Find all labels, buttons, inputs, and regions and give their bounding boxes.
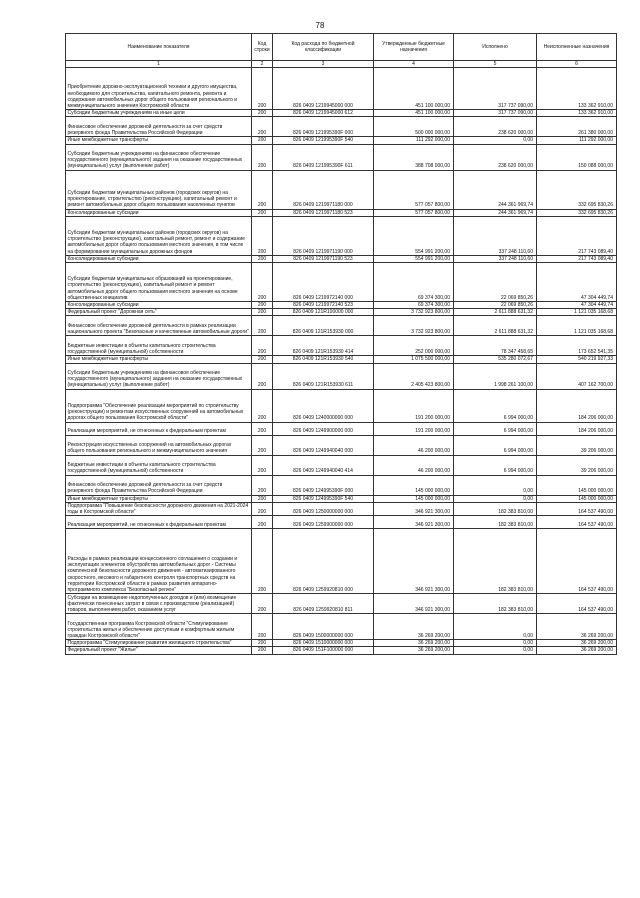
table-row: [66, 68, 617, 110]
row-remaining-amount: 145 000 000,00: [537, 475, 617, 495]
row-budget-code: 826 0409 1219945000 612: [273, 110, 374, 117]
row-budget-code: 826 0409 1219972140 523: [273, 302, 374, 309]
row-executed-amount: 317 737 090,00: [454, 110, 537, 117]
row-approved-amount: 2 405 423 800,00: [374, 363, 454, 389]
row-approved-amount: 346 921 300,00: [374, 516, 454, 529]
table-row: [66, 475, 617, 495]
table-row: [66, 389, 617, 422]
table-row: [66, 529, 617, 594]
table-row: [66, 614, 617, 640]
row-budget-code: 826 0409 1259920810 811: [273, 594, 374, 614]
row-budget-code: 826 0409 1259920810 000: [273, 529, 374, 594]
row-remaining-amount: 164 537 490,00: [537, 594, 617, 614]
row-budget-code: 826 0409 121R153930 611: [273, 363, 374, 389]
row-indicator-name: Иные межбюджетные трансферты: [66, 495, 252, 502]
row-indicator-name: Субсидии бюджетам муниципальных районов (городских округов) на проектирование, строительство (реконструкцию), капитальный ремонт и ремонт автомобильных дорог общего пользования населенных пунктов: [66, 170, 252, 209]
row-indicator-name: Федеральный проект "Дорожная сеть": [66, 309, 252, 316]
header-executed: Исполнено: [454, 34, 537, 61]
row-executed-amount: 182 383 810,00: [454, 594, 537, 614]
table-row: [66, 110, 617, 117]
row-line-code: 200: [252, 209, 273, 216]
row-approved-amount: 36 269 200,00: [374, 640, 454, 647]
row-approved-amount: 3 732 923 800,00: [374, 309, 454, 316]
row-budget-code: 826 0409 151F100000 000: [273, 647, 374, 654]
row-executed-amount: 317 737 090,00: [454, 68, 537, 110]
row-budget-code: 826 0409 1219971180 523: [273, 209, 374, 216]
row-budget-code: 826 0409 121R153930 540: [273, 356, 374, 363]
header-budget-code: Код расхода по бюджетной классификации: [273, 34, 374, 61]
table-row: [66, 594, 617, 614]
row-executed-amount: 6 994 000,00: [454, 455, 537, 475]
row-executed-amount: 22 069 850,26: [454, 302, 537, 309]
header-line-code: Код строки: [252, 34, 273, 61]
row-indicator-name: Иные межбюджетные трансферты: [66, 137, 252, 144]
row-indicator-name: Бюджетные инвестиции в объекты капитального строительства государственной (муниципальной) собственности: [66, 336, 252, 356]
row-indicator-name: Субсидии бюджетным учреждениям на иные цели: [66, 110, 252, 117]
page-number: 78: [315, 21, 325, 30]
row-remaining-amount: 111 292 000,00: [537, 137, 617, 144]
row-remaining-amount: 133 362 910,00: [537, 110, 617, 117]
row-indicator-name: Субсидии на возмещение недополученных доходов и (или) возмещение фактически понесенных затрат в связи с производством (реализацией) товаров, выполнением работ, оказанием услуг: [66, 594, 252, 614]
row-line-code: 200: [252, 255, 273, 262]
row-remaining-amount: 36 269 200,00: [537, 614, 617, 640]
row-approved-amount: 554 991 200,00: [374, 255, 454, 262]
row-budget-code: 826 0409 1219972140 000: [273, 263, 374, 302]
row-approved-amount: 346 921 300,00: [374, 594, 454, 614]
row-budget-code: 826 0409 121995390F 611: [273, 144, 374, 170]
row-indicator-name: Федеральный проект "Жилье": [66, 647, 252, 654]
row-executed-amount: 78 347 458,65: [454, 336, 537, 356]
row-executed-amount: 2 611 888 631,32: [454, 309, 537, 316]
row-approved-amount: 346 921 300,00: [374, 529, 454, 594]
row-budget-code: 826 0409 121R153930 000: [273, 316, 374, 336]
row-indicator-name: Государственная программа Костромской области "Стимулирование строительства жилья и обеспечение доступным и комфортным жильем граждан Костромской области": [66, 614, 252, 640]
table-row: [66, 137, 617, 144]
row-approved-amount: 191 200 000,00: [374, 389, 454, 422]
row-executed-amount: 2 611 888 631,32: [454, 316, 537, 336]
row-line-code: 200: [252, 647, 273, 654]
row-executed-amount: 0,00: [454, 614, 537, 640]
row-approved-amount: 3 732 923 800,00: [374, 316, 454, 336]
table-body: [66, 68, 617, 654]
row-approved-amount: 36 269 200,00: [374, 614, 454, 640]
row-indicator-name: Подпрограмма "Обеспечение реализации мероприятий по строительству (реконструкции) и ремонтам искусственных сооружений на автомобильных дорогах общего пользования Костромской области": [66, 389, 252, 422]
row-approved-amount: 46 200 000,00: [374, 455, 454, 475]
row-executed-amount: 0,00: [454, 475, 537, 495]
row-budget-code: 826 0409 1510000000 000: [273, 640, 374, 647]
row-line-code: 200: [252, 422, 273, 435]
table-row: [66, 255, 617, 262]
row-executed-amount: 238 620 000,00: [454, 144, 537, 170]
row-executed-amount: 337 248 110,60: [454, 216, 537, 255]
row-indicator-name: Подпрограмма "Повышение безопасности дорожного движения на 2021-2024 годы в Костромской области": [66, 502, 252, 515]
row-remaining-amount: 407 162 700,00: [537, 363, 617, 389]
row-budget-code: 826 0409 1500000000 000: [273, 614, 374, 640]
row-line-code: 200: [252, 309, 273, 316]
row-approved-amount: 451 100 000,00: [374, 110, 454, 117]
row-remaining-amount: 217 743 089,40: [537, 255, 617, 262]
row-approved-amount: 145 000 000,00: [374, 475, 454, 495]
row-budget-code: 826 0409 121R153930 414: [273, 336, 374, 356]
row-line-code: 200: [252, 263, 273, 302]
row-remaining-amount: 173 652 541,35: [537, 336, 617, 356]
row-approved-amount: 46 200 000,00: [374, 435, 454, 455]
row-approved-amount: 36 269 200,00: [374, 647, 454, 654]
row-approved-amount: 577 057 800,00: [374, 209, 454, 216]
row-line-code: 200: [252, 216, 273, 255]
row-executed-amount: 238 620 000,00: [454, 117, 537, 137]
table-row: [66, 170, 617, 209]
row-remaining-amount: 217 743 089,40: [537, 216, 617, 255]
table-row: [66, 309, 617, 316]
row-budget-code: 826 0409 124995390F 540: [273, 495, 374, 502]
row-approved-amount: 500 000 000,00: [374, 117, 454, 137]
row-approved-amount: 145 000 000,00: [374, 495, 454, 502]
row-executed-amount: 244 361 969,74: [454, 209, 537, 216]
row-line-code: 200: [252, 110, 273, 117]
row-executed-amount: 1 998 261 100,00: [454, 363, 537, 389]
row-approved-amount: 191 200 000,00: [374, 422, 454, 435]
row-line-code: 200: [252, 170, 273, 209]
row-budget-code: 826 0409 121R100000 000: [273, 309, 374, 316]
row-remaining-amount: 1 121 035 168,68: [537, 316, 617, 336]
table-row: [66, 422, 617, 435]
row-indicator-name: Субсидии бюджетным учреждениям на финансовое обеспечение государственного (муниципального) задания на оказание государственных (муниципальных) услуг (выполнение работ): [66, 144, 252, 170]
row-budget-code: 826 0409 1250000000 000: [273, 502, 374, 515]
row-indicator-name: Иные межбюджетные трансферты: [66, 356, 252, 363]
row-remaining-amount: 133 362 910,00: [537, 68, 617, 110]
row-executed-amount: 22 069 850,26: [454, 263, 537, 302]
row-line-code: 200: [252, 495, 273, 502]
row-executed-amount: 337 248 110,60: [454, 255, 537, 262]
budget-execution-table: [65, 33, 617, 655]
table-row: [66, 640, 617, 647]
table-row: [66, 216, 617, 255]
row-executed-amount: 0,00: [454, 495, 537, 502]
row-indicator-name: Консолидированные субсидии: [66, 302, 252, 309]
row-remaining-amount: 332 695 830,26: [537, 170, 617, 209]
table-row: [66, 209, 617, 216]
column-index: 3: [273, 61, 374, 68]
row-approved-amount: 69 374 300,00: [374, 263, 454, 302]
row-line-code: 200: [252, 516, 273, 529]
row-approved-amount: 388 708 000,00: [374, 144, 454, 170]
header-indicator-name: Наименование показателя: [66, 34, 252, 61]
row-line-code: 200: [252, 475, 273, 495]
row-budget-code: 826 0409 121995390F 000: [273, 117, 374, 137]
column-index-row: [66, 61, 617, 68]
row-line-code: 200: [252, 356, 273, 363]
row-line-code: 200: [252, 502, 273, 515]
row-remaining-amount: 36 269 200,00: [537, 640, 617, 647]
row-approved-amount: 577 057 800,00: [374, 170, 454, 209]
row-remaining-amount: 261 380 000,00: [537, 117, 617, 137]
row-remaining-amount: 150 088 000,00: [537, 144, 617, 170]
row-budget-code: 826 0409 124995390F 000: [273, 475, 374, 495]
row-line-code: 200: [252, 137, 273, 144]
table-row: [66, 316, 617, 336]
row-indicator-name: Подпрограмма "Стимулирование развития жилищного строительства": [66, 640, 252, 647]
row-remaining-amount: 164 537 490,00: [537, 516, 617, 529]
row-remaining-amount: 145 000 000,00: [537, 495, 617, 502]
row-remaining-amount: 184 206 000,00: [537, 422, 617, 435]
row-executed-amount: 182 383 810,00: [454, 529, 537, 594]
row-remaining-amount: 47 304 449,74: [537, 263, 617, 302]
row-executed-amount: 182 383 810,00: [454, 516, 537, 529]
row-approved-amount: 554 991 200,00: [374, 216, 454, 255]
row-executed-amount: 0,00: [454, 647, 537, 654]
row-indicator-name: Субсидии бюджетным учреждениям на финансовое обеспечение государственного (муниципального) задания на оказание государственных (муниципальных) услуг (выполнение работ): [66, 363, 252, 389]
header-approved: Утвержденные бюджетные назначения: [374, 34, 454, 61]
row-indicator-name: Субсидии бюджетам муниципальных образований на проектирование, строительство (реконструкцию), капитальный ремонт и ремонт автомобильных дорог общего пользования местного значения на основе общественных инициатив: [66, 263, 252, 302]
row-approved-amount: 451 100 000,00: [374, 68, 454, 110]
table-row: [66, 302, 617, 309]
row-budget-code: 826 0409 1219971190 000: [273, 216, 374, 255]
row-line-code: 200: [252, 68, 273, 110]
row-remaining-amount: 39 206 000,00: [537, 435, 617, 455]
row-budget-code: 826 0409 1219971180 000: [273, 170, 374, 209]
row-executed-amount: 6 994 000,00: [454, 422, 537, 435]
table-row: [66, 455, 617, 475]
row-line-code: 200: [252, 529, 273, 594]
row-line-code: 200: [252, 302, 273, 309]
row-budget-code: 826 0409 1240000000 000: [273, 389, 374, 422]
row-remaining-amount: 1 121 035 168,68: [537, 309, 617, 316]
row-budget-code: 826 0409 1249940040 414: [273, 455, 374, 475]
row-budget-code: 826 0409 1219971190 523: [273, 255, 374, 262]
row-line-code: 200: [252, 435, 273, 455]
table-row: [66, 117, 617, 137]
table-row: [66, 144, 617, 170]
row-approved-amount: 111 292 000,00: [374, 137, 454, 144]
row-indicator-name: Субсидии бюджетам муниципальных районов (городских округов) на строительство (реконструкцию), капитальный ремонт, ремонт и содержание автомобильных дорог общего пользования местного значения, в том числе на формирование муниципальных дорожных фондов: [66, 216, 252, 255]
row-remaining-amount: 164 537 490,00: [537, 529, 617, 594]
row-executed-amount: 535 280 072,67: [454, 356, 537, 363]
row-indicator-name: Бюджетные инвестиции в объекты капитального строительства государственной (муниципальной) собственности: [66, 455, 252, 475]
column-index: 2: [252, 61, 273, 68]
table-row: [66, 435, 617, 455]
row-indicator-name: Расходы в рамках реализации концессионного соглашения о создании и эксплуатации элементов обустройства автомобильных дорог - Системы комплексной безопасности дорожного движения - автоматизированного скоростного, весового и габаритного контроля транспортных средств на территории Костромской области в рамках развития аппаратно-программного комплекса "Безопасный регион": [66, 529, 252, 594]
row-line-code: 200: [252, 363, 273, 389]
row-indicator-name: Реализация мероприятий, не отнесенных к федеральным проектам: [66, 422, 252, 435]
row-line-code: 200: [252, 389, 273, 422]
row-indicator-name: Реконструкция искусственных сооружений на автомобильных дорогах общего пользования регионального и межмуниципального значения: [66, 435, 252, 455]
row-executed-amount: 244 361 969,74: [454, 170, 537, 209]
row-indicator-name: Приобретение дорожно-эксплуатационной техники и другого имущества, необходимого для строительства, капитального ремонта, ремонта и содержания автомобильных дорог общего пользования регионального и межмуниципального значения Костромской области: [66, 68, 252, 110]
row-line-code: 200: [252, 117, 273, 137]
table-row: [66, 495, 617, 502]
row-indicator-name: Финансовое обеспечение дорожной деятельности за счет средств резервного фонда Правительства Российской Федерации: [66, 117, 252, 137]
row-remaining-amount: 540 219 927,33: [537, 356, 617, 363]
row-executed-amount: 182 383 810,00: [454, 502, 537, 515]
row-indicator-name: Консолидированные субсидии: [66, 209, 252, 216]
table-row: [66, 356, 617, 363]
row-remaining-amount: 184 206 000,00: [537, 389, 617, 422]
column-index: 6: [537, 61, 617, 68]
row-executed-amount: 6 994 000,00: [454, 389, 537, 422]
row-line-code: 200: [252, 316, 273, 336]
table-row: [66, 363, 617, 389]
column-index: 1: [66, 61, 252, 68]
row-approved-amount: 1 075 500 000,00: [374, 356, 454, 363]
row-budget-code: 826 0409 1249900000 000: [273, 422, 374, 435]
column-index: 5: [454, 61, 537, 68]
table-row: [66, 502, 617, 515]
row-line-code: 200: [252, 336, 273, 356]
row-executed-amount: 0,00: [454, 640, 537, 647]
row-indicator-name: Консолидированные субсидии: [66, 255, 252, 262]
table-header-row: [66, 34, 617, 61]
row-budget-code: 826 0409 1259900000 000: [273, 516, 374, 529]
row-line-code: 200: [252, 614, 273, 640]
column-index: 4: [374, 61, 454, 68]
row-line-code: 200: [252, 640, 273, 647]
header-remaining: Неисполненные назначения: [537, 34, 617, 61]
row-remaining-amount: 47 304 449,74: [537, 302, 617, 309]
row-remaining-amount: 39 206 000,00: [537, 455, 617, 475]
table-row: [66, 647, 617, 654]
row-approved-amount: 69 374 300,00: [374, 302, 454, 309]
row-executed-amount: 0,00: [454, 137, 537, 144]
row-remaining-amount: 36 269 200,00: [537, 647, 617, 654]
row-indicator-name: Финансовое обеспечение дорожной деятельности в рамках реализации национального проекта "Безопасные и качественные автомобильные дороги": [66, 316, 252, 336]
table-row: [66, 516, 617, 529]
row-approved-amount: 346 921 300,00: [374, 502, 454, 515]
row-remaining-amount: 164 537 490,00: [537, 502, 617, 515]
row-indicator-name: Финансовое обеспечение дорожной деятельности за счет средств резервного фонда Правительства Российской Федерации: [66, 475, 252, 495]
row-line-code: 200: [252, 144, 273, 170]
row-line-code: 200: [252, 455, 273, 475]
row-budget-code: 826 0409 1219945000 000: [273, 68, 374, 110]
row-budget-code: 826 0409 121995390F 540: [273, 137, 374, 144]
table-row: [66, 336, 617, 356]
row-executed-amount: 6 994 000,00: [454, 435, 537, 455]
row-approved-amount: 252 000 000,00: [374, 336, 454, 356]
row-budget-code: 826 0409 1249940040 000: [273, 435, 374, 455]
row-indicator-name: Реализация мероприятий, не отнесенных к федеральным проектам: [66, 516, 252, 529]
row-line-code: 200: [252, 594, 273, 614]
row-remaining-amount: 332 695 830,26: [537, 209, 617, 216]
table-row: [66, 263, 617, 302]
